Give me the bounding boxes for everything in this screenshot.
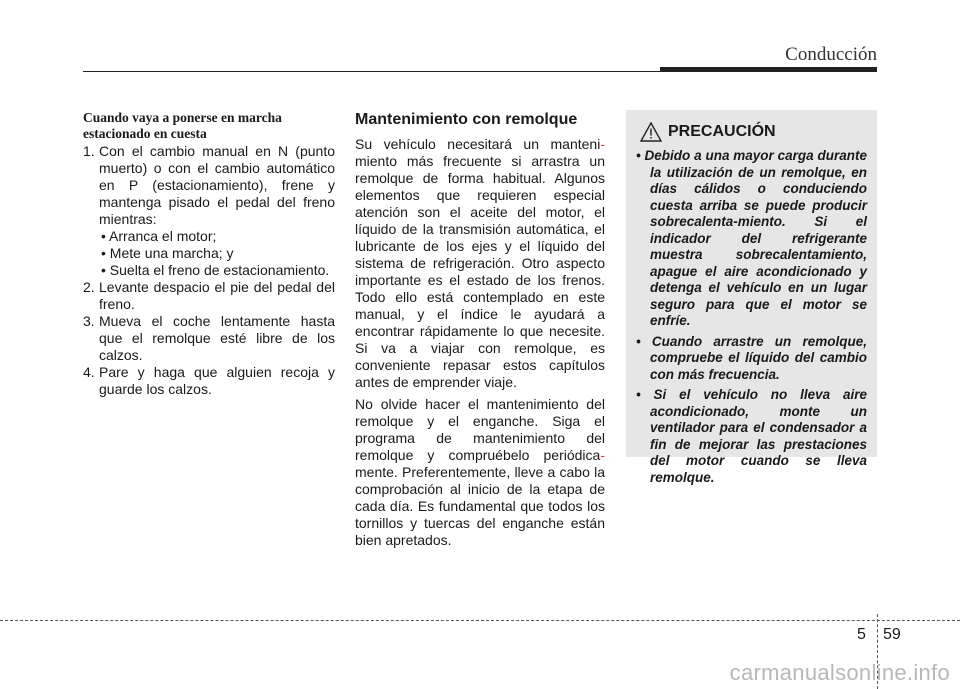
bullet-item: • Arranca el motor; — [101, 228, 217, 244]
bullet-item: • Mete una marcha; y — [101, 245, 234, 261]
page-number: 59 — [883, 626, 901, 643]
caution-box — [626, 110, 877, 485]
paragraph: No olvide hacer el mantenimiento del remolque y el enganche. Siga el programa de mantenimiento del remolque y compruébelo periódica-mente. Preferentemente, lleve a cabo la comprobación al inicio de la etapa de cada día. Es fundamental que todos los tornillos y tuercas del enganche están bien apretados. — [355, 396, 605, 548]
list-item: 3. Mueva el coche lentamente hasta que el remolque esté libre de los calzos. — [83, 313, 335, 363]
footer-divider — [0, 620, 960, 621]
left-column — [83, 110, 335, 398]
chapter-number: 5 — [857, 626, 866, 643]
warning-triangle-icon — [640, 122, 662, 142]
caution-item: • Debido a una mayor carga durante la utilización de un remolque, en días cálidos o conduciendo cuesta arriba se puede producir sobrecalenta-miento. Si el indicador del refrigerante muestra sobrecalentamiento, apague el aire acondicionado y detenga el vehículo en un lugar seguro para que el motor se enfríe. — [636, 148, 867, 328]
header-rule-thin — [83, 71, 663, 72]
section-heading: Mantenimiento con remolque — [355, 111, 578, 128]
left-heading: Cuando vaya a ponerse en marcha estacionado en cuesta — [83, 110, 282, 141]
caution-item: • Cuando arrastre un remolque, compruebe el líquido del cambio con más frecuencia. — [636, 333, 867, 382]
middle-column — [355, 110, 605, 554]
chapter-title: Conducción — [785, 44, 877, 65]
watermark: carmanualsonline.info — [729, 660, 950, 685]
caution-title: PRECAUCIÓN — [668, 123, 776, 140]
list-item: 2. Levante despacio el pie del pedal del freno. — [83, 279, 335, 312]
bullet-item: • Suelta el freno de estacionamiento. — [101, 262, 330, 278]
paragraph: Su vehículo necesitará un manteni-miento más frecuente si arrastra un remolque de forma habitual. Algunos elementos que requieren especial atención son el aceite del motor, el líquido de la transmisión automática, el lubricante de los ejes y el líquido del sistema de refrigeración. Otro aspecto importante es el estado de los frenos. Todo ello está contemplado en este manual, y el índice le ayudará a encontrar rápidamente lo que necesite. Si va a viajar con remolque, es conveniente repasar estos capítulos antes de emprender viaje. — [355, 136, 605, 390]
list-item: 4. Pare y haga que alguien recoja y guarde los calzos. — [83, 364, 335, 397]
list-item: 1. Con el cambio manual en N (punto muerto) o con el cambio automático en P (estacionamiento), frene y mantenga pisado el pedal del freno mientras: — [83, 143, 335, 227]
caution-item: • Si el vehículo no lleva aire acondicionado, monte un ventilador para el condensador a fin de mejorar las prestaciones del motor cuando se lleva remolque. — [636, 387, 867, 485]
header-rule-thick — [660, 67, 877, 72]
